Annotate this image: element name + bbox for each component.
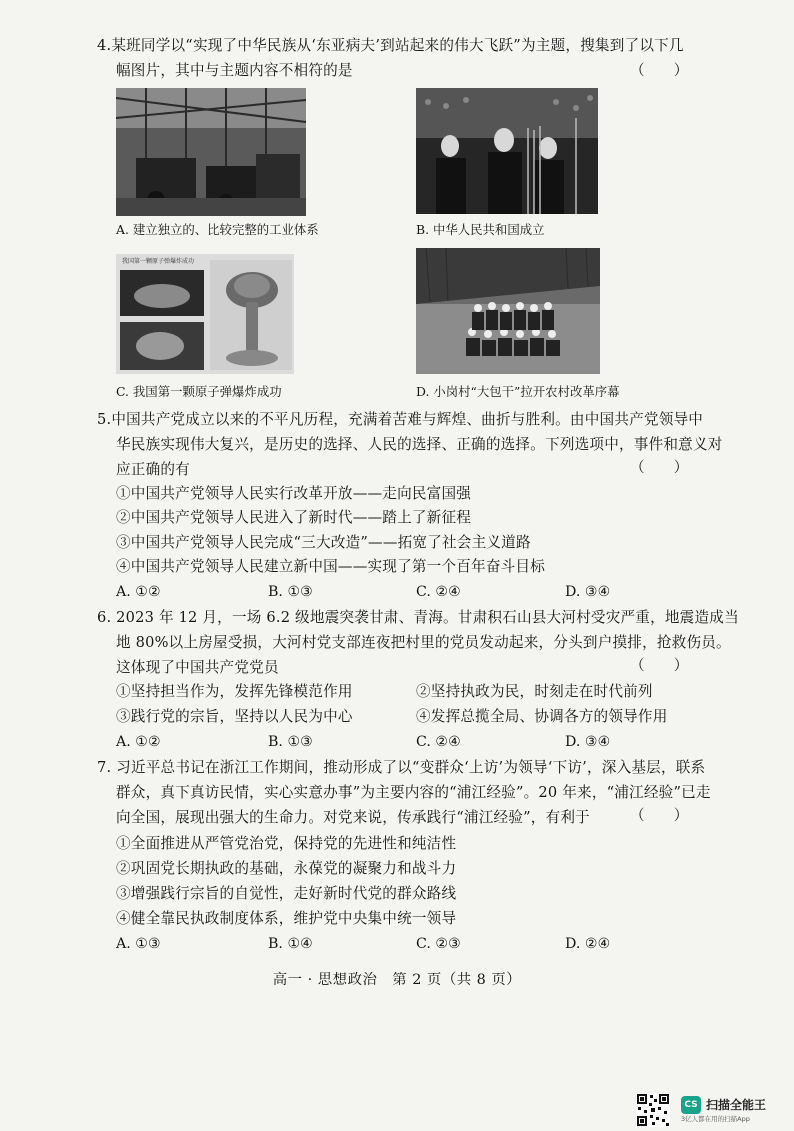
- founding-ceremony-photo: [416, 88, 598, 214]
- q7-stem-line-3: 向全国，展现出强大的生命力。对党来说，传承践行“浦江经验”，有利于: [116, 809, 590, 826]
- atomic-bomb-photo-heading: 我国第一颗原子弹爆炸成功: [122, 258, 195, 265]
- q5-item-4: ④中国共产党领导人民建立新中国——实现了第一个百年奋斗目标: [116, 558, 546, 575]
- q7-item-1: ①全面推进从严管党治党，保持党的先进性和纯洁性: [116, 835, 457, 852]
- factory-photo: [116, 88, 306, 216]
- q7-item-3: ③增强践行宗旨的自觉性，走好新时代党的群众路线: [116, 885, 457, 902]
- q6-item-2: ②坚持执政为民，时刻走在时代前列: [416, 683, 653, 700]
- xiaogang-village-photo: [416, 248, 600, 374]
- q6-item-1: ①坚持担当作为，发挥先锋模范作用: [116, 683, 353, 700]
- q4-answer-paren: （ ）: [630, 62, 689, 79]
- q4-stem-line-2: 幅图片，其中与主题内容不相符的是: [116, 62, 353, 79]
- q6-option-a: A. ①②: [116, 734, 161, 750]
- qr-code-icon: [636, 1093, 670, 1127]
- q7-option-c: C. ②③: [416, 936, 461, 952]
- q7-item-2: ②巩固党长期执政的基础，永葆党的凝聚力和战斗力: [116, 860, 457, 877]
- q6-option-b: B. ①③: [268, 734, 313, 750]
- q7-stem-line-1: 7. 习近平总书记在浙江工作期间，推动形成了以“变群众‘上访’为领导‘下访’，深入基层，联系: [97, 759, 706, 776]
- q7-option-d: D. ②④: [565, 936, 611, 952]
- q6-stem-line-2: 地 80%以上房屋受损，大河村党支部连夜把村里的党员发动起来，分头到户摸排，抢救伤员。: [116, 634, 731, 651]
- q5-stem-line-3: 应正确的有: [116, 461, 190, 478]
- q7-option-b: B. ①④: [268, 936, 313, 952]
- q5-item-1: ①中国共产党领导人民实行改革开放——走向民富国强: [116, 485, 472, 502]
- q7-stem-line-2: 群众，真下真访民情，实心实意办事”为主要内容的“浦江经验”。20 年来，“浦江经验”已走: [116, 784, 711, 801]
- q5-option-c: C. ②④: [416, 584, 461, 600]
- q4-stem-line-1: 4.某班同学以“实现了中华民族从‘东亚病夫’到站起来的伟大飞跃”为主题，搜集到了以下几: [97, 37, 684, 54]
- q7-option-a: A. ①③: [116, 936, 161, 952]
- atomic-bomb-photo: [116, 254, 294, 374]
- q4-caption-b: B. 中华人民共和国成立: [416, 222, 545, 237]
- q5-option-a: A. ①②: [116, 584, 161, 600]
- q6-option-d: D. ③④: [565, 734, 611, 750]
- q5-option-b: B. ①③: [268, 584, 313, 600]
- q5-stem-line-2: 华民族实现伟大复兴，是历史的选择、人民的选择、正确的选择。下列选项中，事件和意义对: [116, 436, 723, 453]
- q6-item-4: ④发挥总揽全局、协调各方的领导作用: [416, 708, 668, 725]
- q4-caption-d: D. 小岗村“大包干”拉开农村改革序幕: [416, 384, 620, 399]
- q6-answer-paren: （ ）: [630, 657, 689, 674]
- q7-item-4: ④健全靠民执政制度体系，维护党中央集中统一领导: [116, 910, 457, 927]
- q6-stem-line-1: 6. 2023 年 12 月，一场 6.2 级地震突袭甘肃、青海。甘肃积石山县大河村受灾严重，地震造成当: [97, 609, 739, 626]
- q6-item-3: ③践行党的宗旨，坚持以人民为中心: [116, 708, 353, 725]
- camscanner-name: 扫描全能王: [706, 1098, 767, 1112]
- q4-caption-a: A. 建立独立的、比较完整的工业体系: [116, 222, 319, 237]
- q5-option-d: D. ③④: [565, 584, 611, 600]
- page-footer: 高一 · 思想政治 第 2 页（共 8 页）: [272, 972, 522, 988]
- q6-option-c: C. ②④: [416, 734, 461, 750]
- camscanner-logo-icon: CS: [681, 1096, 701, 1114]
- q5-item-3: ③中国共产党领导人民完成“三大改造”——拓宽了社会主义道路: [116, 534, 531, 551]
- q5-stem-line-1: 5.中国共产党成立以来的不平凡历程，充满着苦难与辉煌、曲折与胜利。由中国共产党领导中: [97, 411, 704, 428]
- camscanner-tagline: 3亿人都在用的扫描App: [681, 1115, 750, 1123]
- q4-caption-c: C. 我国第一颗原子弹爆炸成功: [116, 384, 282, 399]
- q5-item-2: ②中国共产党领导人民进入了新时代——踏上了新征程: [116, 509, 472, 526]
- q6-stem-line-3: 这体现了中国共产党党员: [116, 659, 279, 676]
- q5-answer-paren: （ ）: [630, 459, 689, 476]
- q7-answer-paren: （ ）: [630, 807, 689, 824]
